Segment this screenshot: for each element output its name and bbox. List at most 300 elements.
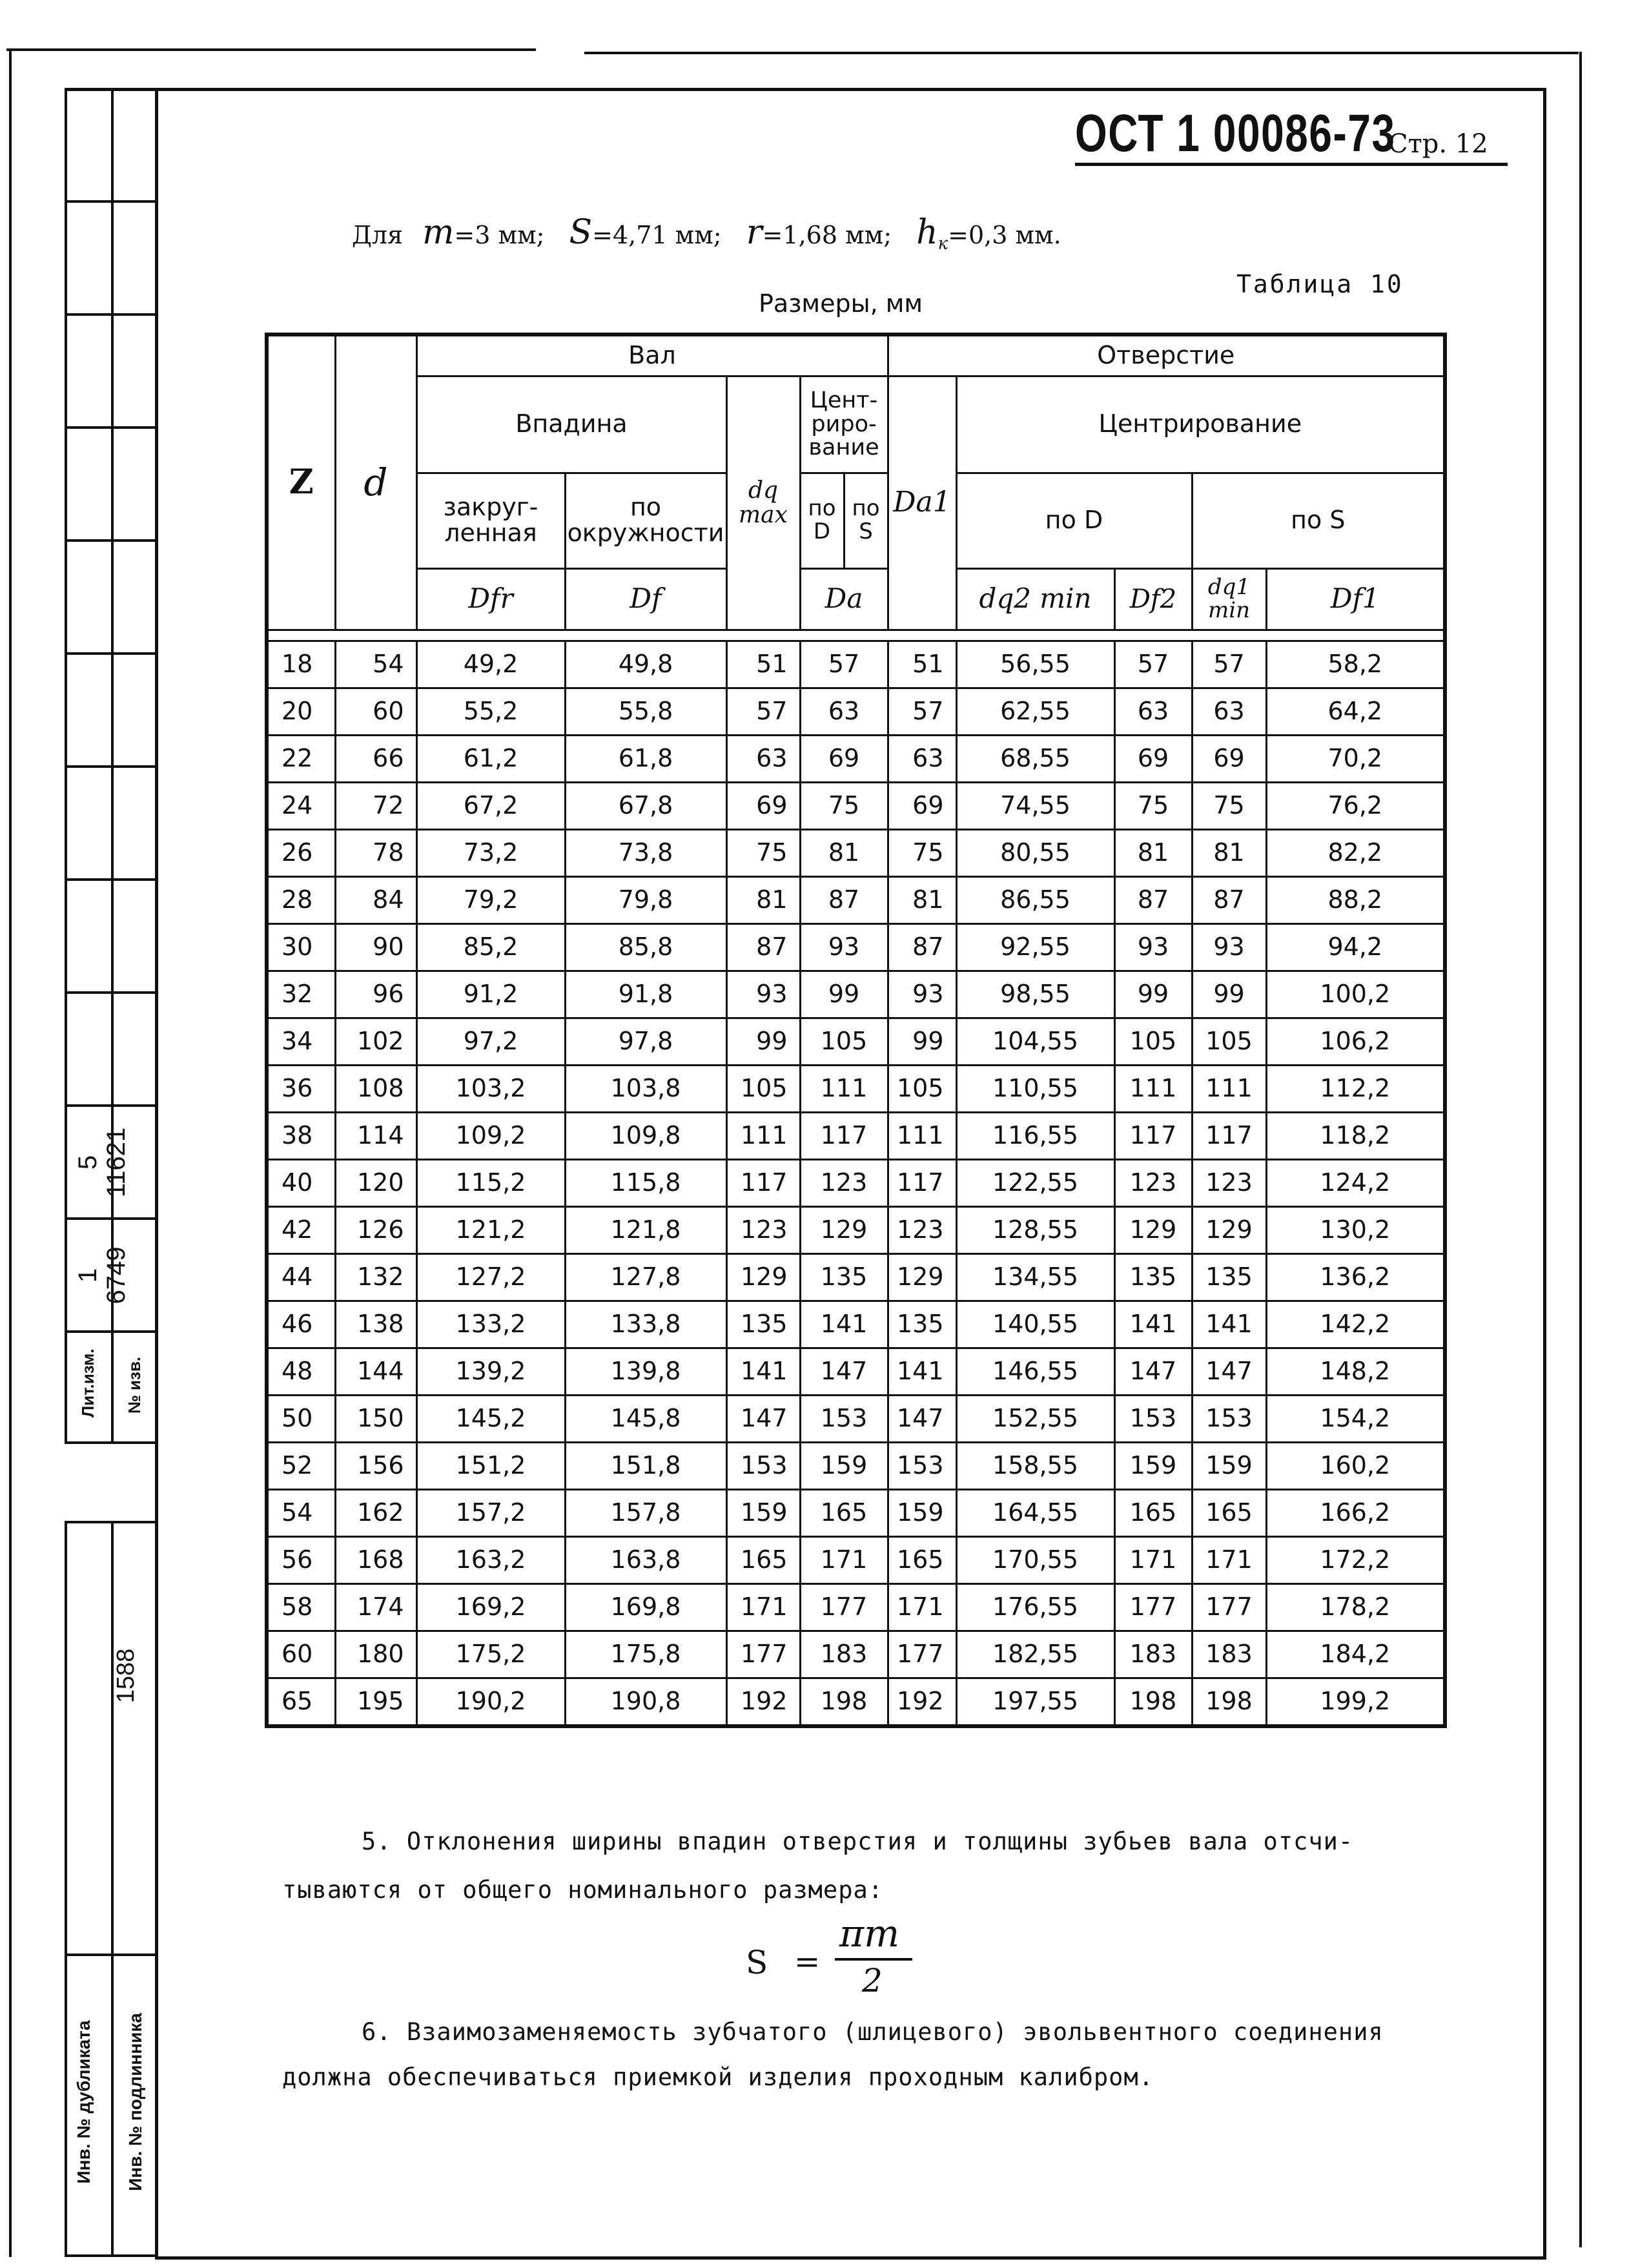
cell-dqmax: 153	[726, 1442, 800, 1489]
cell-dq1min: 75	[1192, 782, 1266, 829]
cell-dqmax: 81	[726, 876, 800, 923]
spec-table	[265, 333, 1447, 1728]
cell-df1: 172,2	[1266, 1536, 1445, 1583]
cell-z: 65	[267, 1678, 335, 1726]
cell-z: 46	[267, 1301, 335, 1348]
cell-da: 165	[800, 1489, 888, 1536]
para5-line2: тываются от общего номинального размера:	[282, 1876, 884, 1904]
cell-d: 54	[335, 641, 416, 688]
cell-z: 30	[267, 923, 335, 971]
cell-df: 127,8	[565, 1253, 726, 1301]
cell-dfr: 163,2	[416, 1536, 565, 1583]
cell-da1: 93	[888, 971, 956, 1018]
margin-divider	[65, 1954, 158, 1956]
cell-da1: 165	[888, 1536, 956, 1583]
cell-df1: 166,2	[1266, 1489, 1445, 1536]
cell-df: 115,8	[565, 1159, 726, 1206]
table-row	[267, 1489, 1445, 1536]
cell-dq2min: 197,55	[956, 1678, 1114, 1726]
cell-dqmax: 147	[726, 1395, 800, 1442]
cell-da: 183	[800, 1631, 888, 1678]
table-body	[267, 641, 1445, 1726]
intro-line	[352, 213, 1061, 254]
cell-df: 91,8	[565, 971, 726, 1018]
table-row	[267, 1536, 1445, 1583]
cell-dq1min: 69	[1192, 735, 1266, 782]
margin-cell-11621: 11621	[102, 1127, 130, 1198]
cell-dqmax: 75	[726, 829, 800, 876]
cell-d: 96	[335, 971, 416, 1018]
cell-dq2min: 104,55	[956, 1018, 1114, 1065]
table-row	[267, 688, 1445, 735]
cell-dfr: 127,2	[416, 1253, 565, 1301]
cell-d: 114	[335, 1112, 416, 1159]
cell-da1: 141	[888, 1348, 956, 1395]
cell-d: 78	[335, 829, 416, 876]
cell-df: 109,8	[565, 1112, 726, 1159]
cell-dq1min: 153	[1192, 1395, 1266, 1442]
cell-dfr: 103,2	[416, 1065, 565, 1112]
cell-dqmax: 69	[726, 782, 800, 829]
margin-divider	[65, 878, 158, 881]
inner-frame-right	[1543, 89, 1546, 2259]
cell-df2: 153	[1114, 1395, 1192, 1442]
r-value: =1,68 мм;	[762, 221, 892, 249]
cell-da: 57	[800, 641, 888, 688]
m-value: =3 мм;	[454, 221, 545, 249]
cell-da1: 153	[888, 1442, 956, 1489]
cell-dq1min: 111	[1192, 1065, 1266, 1112]
cell-dqmax: 177	[726, 1631, 800, 1678]
cell-da: 159	[800, 1442, 888, 1489]
s-symbol: S	[569, 213, 593, 252]
formula-lhs: S	[746, 1944, 768, 1981]
cell-df1: 136,2	[1266, 1253, 1445, 1301]
cell-da: 177	[800, 1583, 888, 1631]
cell-df: 133,8	[565, 1301, 726, 1348]
cell-da1: 192	[888, 1678, 956, 1726]
cell-df2: 99	[1114, 971, 1192, 1018]
cell-z: 24	[267, 782, 335, 829]
table-row	[267, 1253, 1445, 1301]
cell-d: 66	[335, 735, 416, 782]
col-d-header: d	[335, 335, 416, 630]
table-row	[267, 971, 1445, 1018]
sym-df2: Df2	[1114, 568, 1192, 630]
cell-d: 84	[335, 876, 416, 923]
table-row	[267, 782, 1445, 829]
cell-da1: 87	[888, 923, 956, 971]
cell-z: 38	[267, 1112, 335, 1159]
cell-df1: 148,2	[1266, 1348, 1445, 1395]
frame-top-line-left	[6, 48, 536, 51]
cell-dq1min: 177	[1192, 1583, 1266, 1631]
cell-dq2min: 122,55	[956, 1159, 1114, 1206]
cell-z: 22	[267, 735, 335, 782]
table-row	[267, 1065, 1445, 1112]
cell-da: 111	[800, 1065, 888, 1112]
cell-z: 52	[267, 1442, 335, 1489]
group-hole-header: Отверстие	[888, 335, 1445, 376]
cell-df2: 147	[1114, 1348, 1192, 1395]
cell-df1: 70,2	[1266, 735, 1445, 782]
cell-df1: 118,2	[1266, 1112, 1445, 1159]
cell-da: 63	[800, 688, 888, 735]
cell-df: 169,8	[565, 1583, 726, 1631]
cell-dfr: 97,2	[416, 1018, 565, 1065]
cell-dfr: 85,2	[416, 923, 565, 971]
cell-dfr: 73,2	[416, 829, 565, 876]
cell-dq1min: 117	[1192, 1112, 1266, 1159]
margin-cell-1588: 1588	[112, 1648, 139, 1704]
table-row	[267, 1112, 1445, 1159]
cell-da1: 51	[888, 641, 956, 688]
col-byS-header: по S	[844, 473, 888, 568]
cell-dq1min: 183	[1192, 1631, 1266, 1678]
cell-df: 97,8	[565, 1018, 726, 1065]
cell-d: 195	[335, 1678, 416, 1726]
cell-d: 174	[335, 1583, 416, 1631]
cell-da: 198	[800, 1678, 888, 1726]
frame-top-line-right	[584, 52, 1579, 54]
cell-dqmax: 129	[726, 1253, 800, 1301]
cell-df: 121,8	[565, 1206, 726, 1253]
cell-dq1min: 141	[1192, 1301, 1266, 1348]
cell-dfr: 61,2	[416, 735, 565, 782]
cell-df1: 142,2	[1266, 1301, 1445, 1348]
table-row	[267, 1159, 1445, 1206]
cell-df1: 160,2	[1266, 1442, 1445, 1489]
cell-d: 168	[335, 1536, 416, 1583]
cell-da1: 177	[888, 1631, 956, 1678]
cell-z: 58	[267, 1583, 335, 1631]
cell-df2: 171	[1114, 1536, 1192, 1583]
cell-d: 102	[335, 1018, 416, 1065]
cell-z: 18	[267, 641, 335, 688]
cell-dqmax: 111	[726, 1112, 800, 1159]
cell-dqmax: 99	[726, 1018, 800, 1065]
margin-divider	[65, 539, 158, 542]
margin-divider	[65, 1217, 158, 1220]
cell-df: 157,8	[565, 1489, 726, 1536]
cell-dq2min: 62,55	[956, 688, 1114, 735]
margin-cell-5: 5	[74, 1155, 102, 1170]
margin-divider	[65, 426, 158, 429]
cell-dqmax: 192	[726, 1678, 800, 1726]
cell-dfr: 139,2	[416, 1348, 565, 1395]
header-underline	[1075, 163, 1508, 166]
frame-right-line	[1579, 52, 1582, 2247]
centering-hole-header: Центрирование	[956, 376, 1445, 473]
cell-df1: 112,2	[1266, 1065, 1445, 1112]
cell-da: 81	[800, 829, 888, 876]
cell-dqmax: 105	[726, 1065, 800, 1112]
cell-d: 180	[335, 1631, 416, 1678]
cell-dfr: 67,2	[416, 782, 565, 829]
margin-num-label: № изв.	[125, 1356, 144, 1414]
sym-dq1: dq1 min	[1192, 568, 1266, 630]
cell-d: 138	[335, 1301, 416, 1348]
h-value: =0,3 мм.	[948, 221, 1061, 249]
cell-z: 44	[267, 1253, 335, 1301]
sym-dfr: Dfr	[416, 568, 565, 630]
table-row	[267, 1395, 1445, 1442]
cell-d: 108	[335, 1065, 416, 1112]
table-row	[267, 1442, 1445, 1489]
cell-df2: 63	[1114, 688, 1192, 735]
col-root-rounded-header: закруг- ленная	[416, 473, 565, 568]
margin-divider	[111, 1521, 114, 2257]
cell-z: 54	[267, 1489, 335, 1536]
cell-dq2min: 158,55	[956, 1442, 1114, 1489]
cell-d: 150	[335, 1395, 416, 1442]
cell-df2: 177	[1114, 1583, 1192, 1631]
cell-df2: 198	[1114, 1678, 1192, 1726]
cell-dfr: 151,2	[416, 1442, 565, 1489]
cell-df2: 183	[1114, 1631, 1192, 1678]
table-row	[267, 1301, 1445, 1348]
table-row	[267, 641, 1445, 688]
cell-dfr: 115,2	[416, 1159, 565, 1206]
page-label: Стр. 12	[1388, 129, 1488, 159]
root-header: Впадина	[416, 376, 726, 473]
cell-dq2min: 86,55	[956, 876, 1114, 923]
cell-dfr: 49,2	[416, 641, 565, 688]
cell-da1: 63	[888, 735, 956, 782]
cell-dqmax: 135	[726, 1301, 800, 1348]
cell-df: 163,8	[565, 1536, 726, 1583]
cell-dqmax: 141	[726, 1348, 800, 1395]
inner-frame-bottom	[155, 2256, 1546, 2260]
cell-df2: 69	[1114, 735, 1192, 782]
cell-dqmax: 87	[726, 923, 800, 971]
cell-dq1min: 135	[1192, 1253, 1266, 1301]
cell-da: 75	[800, 782, 888, 829]
formula-fraction-bar	[835, 1958, 912, 1961]
cell-z: 36	[267, 1065, 335, 1112]
cell-dq2min: 152,55	[956, 1395, 1114, 1442]
cell-df1: 184,2	[1266, 1631, 1445, 1678]
cell-dq2min: 140,55	[956, 1301, 1114, 1348]
cell-df1: 124,2	[1266, 1159, 1445, 1206]
sym-df1: Df1	[1266, 568, 1445, 630]
margin-lit-label: Лит.изм.	[78, 1348, 97, 1418]
table-row	[267, 1583, 1445, 1631]
cell-dfr: 175,2	[416, 1631, 565, 1678]
cell-dfr: 121,2	[416, 1206, 565, 1253]
cell-z: 34	[267, 1018, 335, 1065]
cell-dqmax: 117	[726, 1159, 800, 1206]
cell-z: 40	[267, 1159, 335, 1206]
margin-cell-6749: 6749	[102, 1246, 130, 1304]
cell-da: 153	[800, 1395, 888, 1442]
cell-df1: 130,2	[1266, 1206, 1445, 1253]
cell-dq1min: 93	[1192, 923, 1266, 971]
margin-divider	[65, 313, 158, 316]
cell-dq1min: 123	[1192, 1159, 1266, 1206]
cell-df2: 75	[1114, 782, 1192, 829]
cell-dq2min: 176,55	[956, 1583, 1114, 1631]
margin-divider	[65, 991, 158, 994]
cell-d: 162	[335, 1489, 416, 1536]
cell-df: 61,8	[565, 735, 726, 782]
cell-df: 55,8	[565, 688, 726, 735]
cell-dq1min: 81	[1192, 829, 1266, 876]
cell-dq2min: 56,55	[956, 641, 1114, 688]
cell-dq1min: 129	[1192, 1206, 1266, 1253]
cell-df2: 105	[1114, 1018, 1192, 1065]
cell-df: 103,8	[565, 1065, 726, 1112]
cell-dq2min: 128,55	[956, 1206, 1114, 1253]
cell-d: 90	[335, 923, 416, 971]
cell-dq1min: 147	[1192, 1348, 1266, 1395]
cell-dq2min: 146,55	[956, 1348, 1114, 1395]
margin-divider	[65, 765, 158, 768]
cell-dqmax: 51	[726, 641, 800, 688]
cell-df: 151,8	[565, 1442, 726, 1489]
cell-da1: 99	[888, 1018, 956, 1065]
margin-divider	[65, 652, 158, 655]
cell-df2: 93	[1114, 923, 1192, 971]
cell-da: 69	[800, 735, 888, 782]
h-symbol: h	[916, 213, 938, 252]
m-symbol: m	[422, 213, 455, 252]
cell-z: 20	[267, 688, 335, 735]
frame-left-line	[9, 48, 12, 2257]
cell-dq2min: 182,55	[956, 1631, 1114, 1678]
cell-z: 32	[267, 971, 335, 1018]
cell-dq1min: 99	[1192, 971, 1266, 1018]
cell-da1: 135	[888, 1301, 956, 1348]
table-row	[267, 1678, 1445, 1726]
para5-line1: 5. Отклонения ширины впадин отверстия и толщины зубьев вала отсчи-	[362, 1828, 1354, 1855]
cell-dq1min: 105	[1192, 1018, 1266, 1065]
cell-dqmax: 159	[726, 1489, 800, 1536]
sub-byS-header: по S	[1192, 473, 1445, 568]
cell-dq1min: 63	[1192, 688, 1266, 735]
table-row	[267, 735, 1445, 782]
cell-dqmax: 171	[726, 1583, 800, 1631]
cell-dqmax: 57	[726, 688, 800, 735]
cell-dq2min: 92,55	[956, 923, 1114, 971]
cell-df1: 178,2	[1266, 1583, 1445, 1631]
margin-divider	[65, 1104, 158, 1107]
cell-dqmax: 165	[726, 1536, 800, 1583]
cell-d: 120	[335, 1159, 416, 1206]
cell-df2: 87	[1114, 876, 1192, 923]
cell-df: 85,8	[565, 923, 726, 971]
cell-df2: 165	[1114, 1489, 1192, 1536]
cell-da: 99	[800, 971, 888, 1018]
cell-df2: 57	[1114, 641, 1192, 688]
units-caption: Размеры, мм	[759, 289, 923, 318]
formula-eq: =	[794, 1944, 821, 1980]
table-row	[267, 1018, 1445, 1065]
cell-da1: 123	[888, 1206, 956, 1253]
cell-da1: 117	[888, 1159, 956, 1206]
cell-da1: 129	[888, 1253, 956, 1301]
sym-da: Da	[800, 568, 888, 630]
cell-dfr: 133,2	[416, 1301, 565, 1348]
cell-dfr: 79,2	[416, 876, 565, 923]
sym-dq2: dq2 min	[956, 568, 1114, 630]
cell-dq1min: 57	[1192, 641, 1266, 688]
margin-orig-label: Инв. № подлинника	[125, 2013, 145, 2191]
cell-dq2min: 164,55	[956, 1489, 1114, 1536]
cell-df1: 154,2	[1266, 1395, 1445, 1442]
cell-z: 26	[267, 829, 335, 876]
table-row	[267, 923, 1445, 971]
formula-denominator: 2	[862, 1962, 883, 1999]
cell-da: 135	[800, 1253, 888, 1301]
cell-dq2min: 74,55	[956, 782, 1114, 829]
cell-da1: 111	[888, 1112, 956, 1159]
cell-da: 117	[800, 1112, 888, 1159]
cell-dq2min: 68,55	[956, 735, 1114, 782]
cell-da: 171	[800, 1536, 888, 1583]
cell-da1: 105	[888, 1065, 956, 1112]
margin-divider	[65, 1330, 158, 1333]
centering-shaft-header: Цент- риро- вание	[800, 376, 888, 473]
cell-da: 93	[800, 923, 888, 971]
cell-dq1min: 87	[1192, 876, 1266, 923]
cell-dq2min: 110,55	[956, 1065, 1114, 1112]
col-root-circle-header: по окружности	[565, 473, 726, 568]
cell-df: 67,8	[565, 782, 726, 829]
cell-dfr: 169,2	[416, 1583, 565, 1631]
cell-df2: 111	[1114, 1065, 1192, 1112]
cell-df1: 106,2	[1266, 1018, 1445, 1065]
cell-dfr: 55,2	[416, 688, 565, 735]
cell-z: 56	[267, 1536, 335, 1583]
cell-dfr: 157,2	[416, 1489, 565, 1536]
header-gap	[267, 630, 1445, 641]
cell-df1: 76,2	[1266, 782, 1445, 829]
cell-z: 28	[267, 876, 335, 923]
group-shaft-header: Вал	[416, 335, 888, 376]
cell-da: 129	[800, 1206, 888, 1253]
cell-da1: 75	[888, 829, 956, 876]
cell-dq2min: 134,55	[956, 1253, 1114, 1301]
cell-df2: 135	[1114, 1253, 1192, 1301]
cell-dq1min: 159	[1192, 1442, 1266, 1489]
cell-dfr: 145,2	[416, 1395, 565, 1442]
cell-dqmax: 63	[726, 735, 800, 782]
cell-z: 42	[267, 1206, 335, 1253]
cell-df1: 64,2	[1266, 688, 1445, 735]
cell-dfr: 109,2	[416, 1112, 565, 1159]
cell-df1: 82,2	[1266, 829, 1445, 876]
cell-df1: 88,2	[1266, 876, 1445, 923]
formula	[746, 1912, 939, 2002]
margin-dup-label: Инв. № дубликата	[74, 2020, 94, 2184]
margin-divider	[65, 200, 158, 203]
cell-da1: 81	[888, 876, 956, 923]
cell-df2: 117	[1114, 1112, 1192, 1159]
formula-numerator: πm	[839, 1912, 900, 1955]
inner-frame-top	[65, 88, 1546, 91]
para6-line2: должна обеспечиваться приемкой изделия проходным калибром.	[282, 2063, 1154, 2091]
sub-byD-header: по D	[956, 473, 1192, 568]
cell-dq2min: 80,55	[956, 829, 1114, 876]
table-row	[267, 1348, 1445, 1395]
cell-df2: 159	[1114, 1442, 1192, 1489]
cell-da: 105	[800, 1018, 888, 1065]
h-subscript: к	[937, 234, 948, 254]
cell-dq1min: 165	[1192, 1489, 1266, 1536]
cell-d: 144	[335, 1348, 416, 1395]
cell-d: 72	[335, 782, 416, 829]
